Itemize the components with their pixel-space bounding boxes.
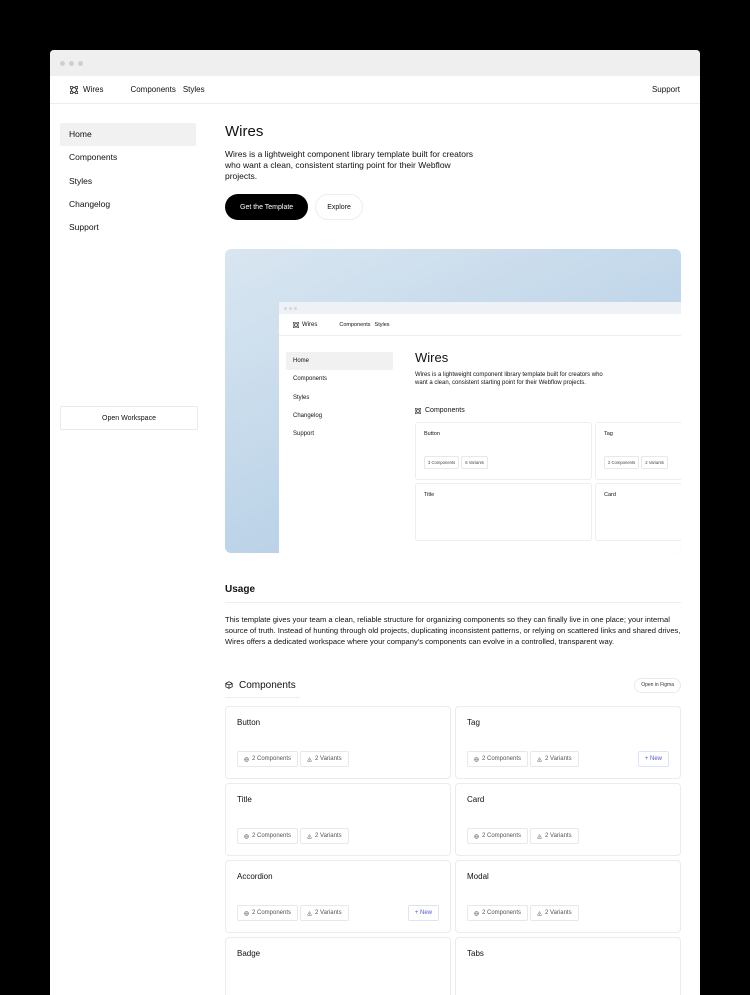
preview-sidebar-item: Components (293, 376, 328, 383)
preview-titlebar (279, 302, 681, 314)
brand-logo[interactable] (70, 85, 103, 94)
component-card[interactable] (455, 706, 681, 779)
preview-card (595, 483, 681, 541)
component-card-tags (467, 905, 579, 921)
variant-icon (307, 911, 312, 916)
preview-sidebar-item: Styles (293, 394, 310, 401)
variants-count-text: 2 Variants (545, 756, 572, 763)
wires-logo-icon (293, 322, 299, 328)
usage-heading: Usage (225, 584, 681, 603)
variant-icon (537, 834, 542, 839)
nav-link-components[interactable]: Components (130, 85, 176, 94)
variants-count-text: 2 Variants (545, 910, 572, 917)
browser-window (50, 50, 700, 995)
sidebar (60, 123, 196, 239)
components-header (225, 676, 681, 694)
component-card-tags (237, 751, 349, 767)
component-card-title: Tag (467, 718, 480, 728)
preview-nav-components: Components (339, 321, 371, 328)
preview-tag: 2 Components (604, 456, 639, 469)
brand-name: Wires (83, 85, 104, 94)
components-underline (225, 697, 300, 698)
component-card-tags (237, 828, 349, 844)
page-title: Wires (225, 123, 264, 140)
components-count-tag (237, 751, 298, 767)
component-card-title: Title (237, 795, 252, 805)
open-in-figma-button[interactable]: Open in Figma (634, 678, 681, 693)
components-count-tag (467, 905, 528, 921)
preview-tag: 2 Variants (641, 456, 668, 469)
preview-card-title: Tag (604, 431, 613, 437)
preview-lead: Wires is a lightweight component library template built for creators who want a clean, consistent starting point for their Webflow projects. (415, 372, 603, 386)
components-count-tag (467, 751, 528, 767)
preview-sidebar-item: Changelog (293, 412, 323, 419)
top-nav-links (130, 85, 204, 94)
variants-count-text: 2 Variants (545, 833, 572, 840)
globe-icon (474, 911, 479, 916)
component-card[interactable] (455, 783, 681, 856)
variants-count-tag (530, 751, 579, 767)
get-template-button[interactable]: Get the Template (225, 194, 308, 220)
component-card-title: Tabs (467, 949, 484, 959)
wires-logo-icon (70, 86, 78, 94)
variants-count-text: 2 Variants (315, 756, 342, 763)
components-count-text: 2 Components (252, 833, 292, 840)
window-close-dot[interactable] (60, 61, 65, 66)
window-maximize-dot[interactable] (78, 61, 83, 66)
preview-card (595, 422, 681, 480)
nav-link-styles[interactable]: Styles (182, 85, 205, 94)
preview-dot (289, 307, 292, 310)
variants-count-tag (530, 828, 579, 844)
components-grid (225, 706, 681, 995)
component-card-title: Card (467, 795, 485, 805)
component-card-tags (237, 905, 349, 921)
globe-icon (244, 834, 249, 839)
window-minimize-dot[interactable] (69, 61, 74, 66)
variant-icon (307, 834, 312, 839)
sidebar-item-styles[interactable]: Styles (69, 175, 93, 186)
preview-card-title: Card (604, 492, 616, 498)
component-card[interactable] (225, 783, 451, 856)
preview-tag: 6 Variants (461, 456, 488, 469)
preview-nav (279, 314, 681, 336)
components-count-tag (237, 905, 298, 921)
preview-card-title: Button (424, 431, 440, 437)
components-count-text: 2 Components (252, 910, 292, 917)
component-card[interactable] (225, 860, 451, 933)
hero-buttons (225, 194, 681, 220)
preview-window (279, 302, 681, 553)
preview-components-label: Components (425, 407, 465, 414)
components-count-tag (467, 828, 528, 844)
preview-card-title: Title (424, 492, 435, 498)
cube-icon (225, 681, 233, 689)
preview-brand-name: Wires (302, 321, 318, 328)
sidebar-item-support[interactable]: Support (69, 222, 99, 233)
components-count-text: 2 Components (482, 910, 522, 917)
page-lead: Wires is a lightweight component library template built for creators who want a clean, consistent starting point for their Webflow projects. (225, 149, 474, 181)
preview-dot (284, 307, 287, 310)
preview-card-tags (424, 456, 488, 469)
globe-icon (244, 911, 249, 916)
variants-count-tag (300, 828, 349, 844)
component-card-title: Button (237, 718, 261, 728)
component-card-title: Modal (467, 872, 489, 882)
components-count-text: 2 Components (482, 833, 522, 840)
preview-card-grid (415, 422, 681, 541)
preview-tag: 3 Components (424, 456, 459, 469)
globe-icon (244, 757, 249, 762)
sidebar-item-changelog[interactable]: Changelog (69, 198, 111, 209)
variant-icon (537, 911, 542, 916)
globe-icon (474, 757, 479, 762)
variants-count-text: 2 Variants (315, 910, 342, 917)
preview-components-heading (415, 407, 681, 414)
variants-count-tag (530, 905, 579, 921)
window-titlebar (50, 50, 700, 76)
preview-main (415, 350, 681, 541)
new-component-button[interactable]: + New (408, 905, 439, 921)
component-card[interactable] (455, 937, 681, 995)
variants-count-text: 2 Variants (315, 833, 342, 840)
component-card-tags (467, 751, 579, 767)
components-count-text: 2 Components (252, 756, 292, 763)
preview-card-tags (604, 456, 668, 469)
globe-icon (474, 834, 479, 839)
variants-count-tag (300, 751, 349, 767)
preview-brand (293, 322, 317, 328)
wires-logo-icon (415, 408, 421, 414)
preview-sidebar-item: Home (286, 352, 393, 370)
explore-button[interactable]: Explore (315, 194, 363, 220)
sidebar-item-home[interactable]: Home (60, 123, 196, 146)
main-content (225, 123, 681, 995)
new-component-button[interactable]: + New (638, 751, 669, 767)
top-navigation (50, 76, 700, 104)
preview-card (415, 483, 592, 541)
preview-title: Wires (415, 350, 449, 365)
variant-icon (307, 757, 312, 762)
variants-count-tag (300, 905, 349, 921)
component-card-title: Accordion (237, 872, 273, 882)
preview-nav-links (339, 322, 389, 328)
variant-icon (537, 757, 542, 762)
components-count-tag (237, 828, 298, 844)
hero-preview-image (225, 249, 681, 553)
preview-dot (294, 307, 297, 310)
components-title: Components (239, 679, 296, 691)
open-workspace-button[interactable]: Open Workspace (60, 406, 198, 430)
preview-nav-styles: Styles (374, 321, 390, 328)
preview-sidebar-item: Support (293, 431, 315, 438)
component-card-tags (467, 828, 579, 844)
nav-link-support[interactable]: Support (651, 85, 680, 94)
component-card[interactable] (225, 706, 451, 779)
usage-text: This template gives your team a clean, reliable structure for organizing components so they can finally live in one place; your internal source of truth. Instead of hunting through old projects, duplicating inconsistent patterns, or relying on scattered links and shared drives, Wires offers a dedicated workspace where your company's components can evolve in a controlled, transparent way. (225, 615, 681, 646)
component-card-title: Badge (237, 949, 261, 959)
components-count-text: 2 Components (482, 756, 522, 763)
component-card[interactable] (225, 937, 451, 995)
sidebar-item-components[interactable]: Components (69, 152, 118, 163)
preview-card (415, 422, 592, 480)
preview-sidebar (286, 352, 393, 443)
component-card[interactable] (455, 860, 681, 933)
